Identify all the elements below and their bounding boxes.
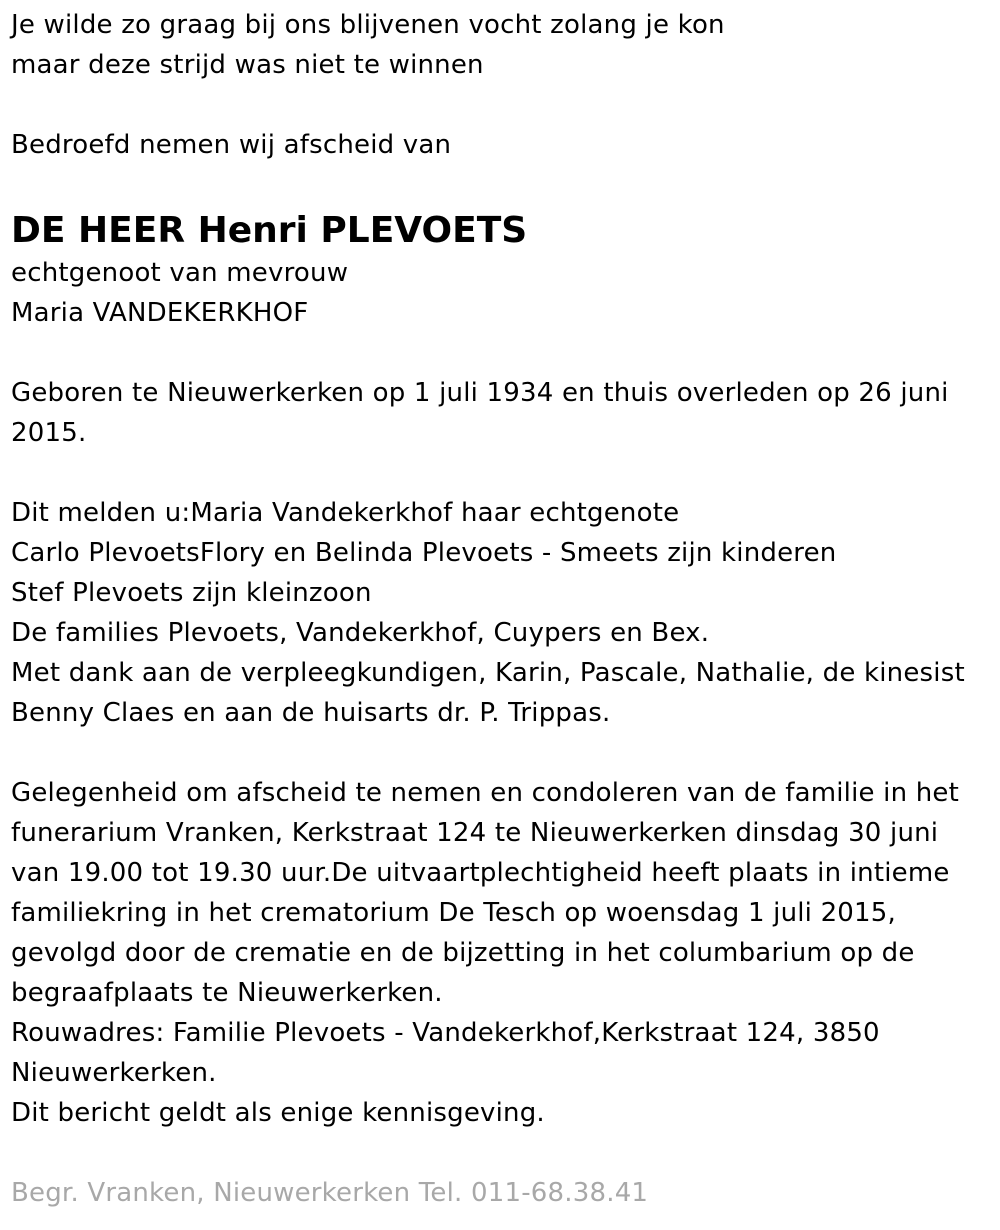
birth-death-line: 2015. <box>11 418 87 448</box>
spacer <box>11 453 986 493</box>
ceremony-line: begraafplaats te Nieuwerkerken. <box>11 978 443 1008</box>
spouse-line: Maria VANDEKERKHOF <box>11 298 309 328</box>
ceremony-line: Rouwadres: Familie Plevoets - Vandekerkhof,Kerkstraat 124, 3850 <box>11 1018 880 1048</box>
birth-death-line: Geboren te Nieuwerkerken op 1 juli 1934 en thuis overleden op 26 juni <box>11 378 949 408</box>
poem-line: Je wilde zo graag bij ons blijvenen vocht zolang je kon <box>11 10 725 40</box>
ceremony-line: Nieuwerkerken. <box>11 1058 217 1088</box>
poem-line: maar deze strijd was niet te winnen <box>11 50 484 80</box>
ceremony-line: Dit bericht geldt als enige kennisgeving. <box>11 1098 545 1128</box>
ceremony-block <box>11 773 986 1133</box>
ceremony-line: funerarium Vranken, Kerkstraat 124 te Nieuwerkerken dinsdag 30 juni <box>11 818 939 848</box>
deceased-name: DE HEER Henri PLEVOETS <box>11 210 528 251</box>
spouse-block <box>11 253 986 333</box>
announcer-line: Benny Claes en aan de huisarts dr. P. Trippas. <box>11 698 611 728</box>
ceremony-line: gevolgd door de crematie en de bijzetting in het columbarium op de <box>11 938 915 968</box>
announcer-line: Stef Plevoets zijn kleinzoon <box>11 578 372 608</box>
ceremony-line: van 19.00 tot 19.30 uur.De uitvaartplechtigheid heeft plaats in intieme <box>11 858 950 888</box>
announcer-line: Carlo PlevoetsFlory en Belinda Plevoets - Smeets zijn kinderen <box>11 538 837 568</box>
spacer <box>11 165 986 205</box>
spacer <box>11 85 986 125</box>
spouse-line: echtgenoot van mevrouw <box>11 258 349 288</box>
birth-death-block <box>11 373 986 453</box>
announcer-line: Dit melden u:Maria Vandekerkhof haar echtgenote <box>11 498 680 528</box>
undertaker-footer: Begr. Vranken, Nieuwerkerken Tel. 011-68.38.41 <box>11 1178 649 1208</box>
spacer <box>11 333 986 373</box>
poem-block <box>11 5 986 85</box>
spacer <box>11 1133 986 1173</box>
spacer <box>11 733 986 773</box>
intro-text: Bedroefd nemen wij afscheid van <box>11 130 452 160</box>
ceremony-line: familiekring in het crematorium De Tesch op woensdag 1 juli 2015, <box>11 898 897 928</box>
announcer-line: De families Plevoets, Vandekerkhof, Cuypers en Bex. <box>11 618 710 648</box>
announcer-line: Met dank aan de verpleegkundigen, Karin, Pascale, Nathalie, de kinesist <box>11 658 965 688</box>
ceremony-line: Gelegenheid om afscheid te nemen en condoleren van de familie in het <box>11 778 960 808</box>
announcers-block <box>11 493 986 733</box>
obituary-notice <box>11 5 986 1213</box>
